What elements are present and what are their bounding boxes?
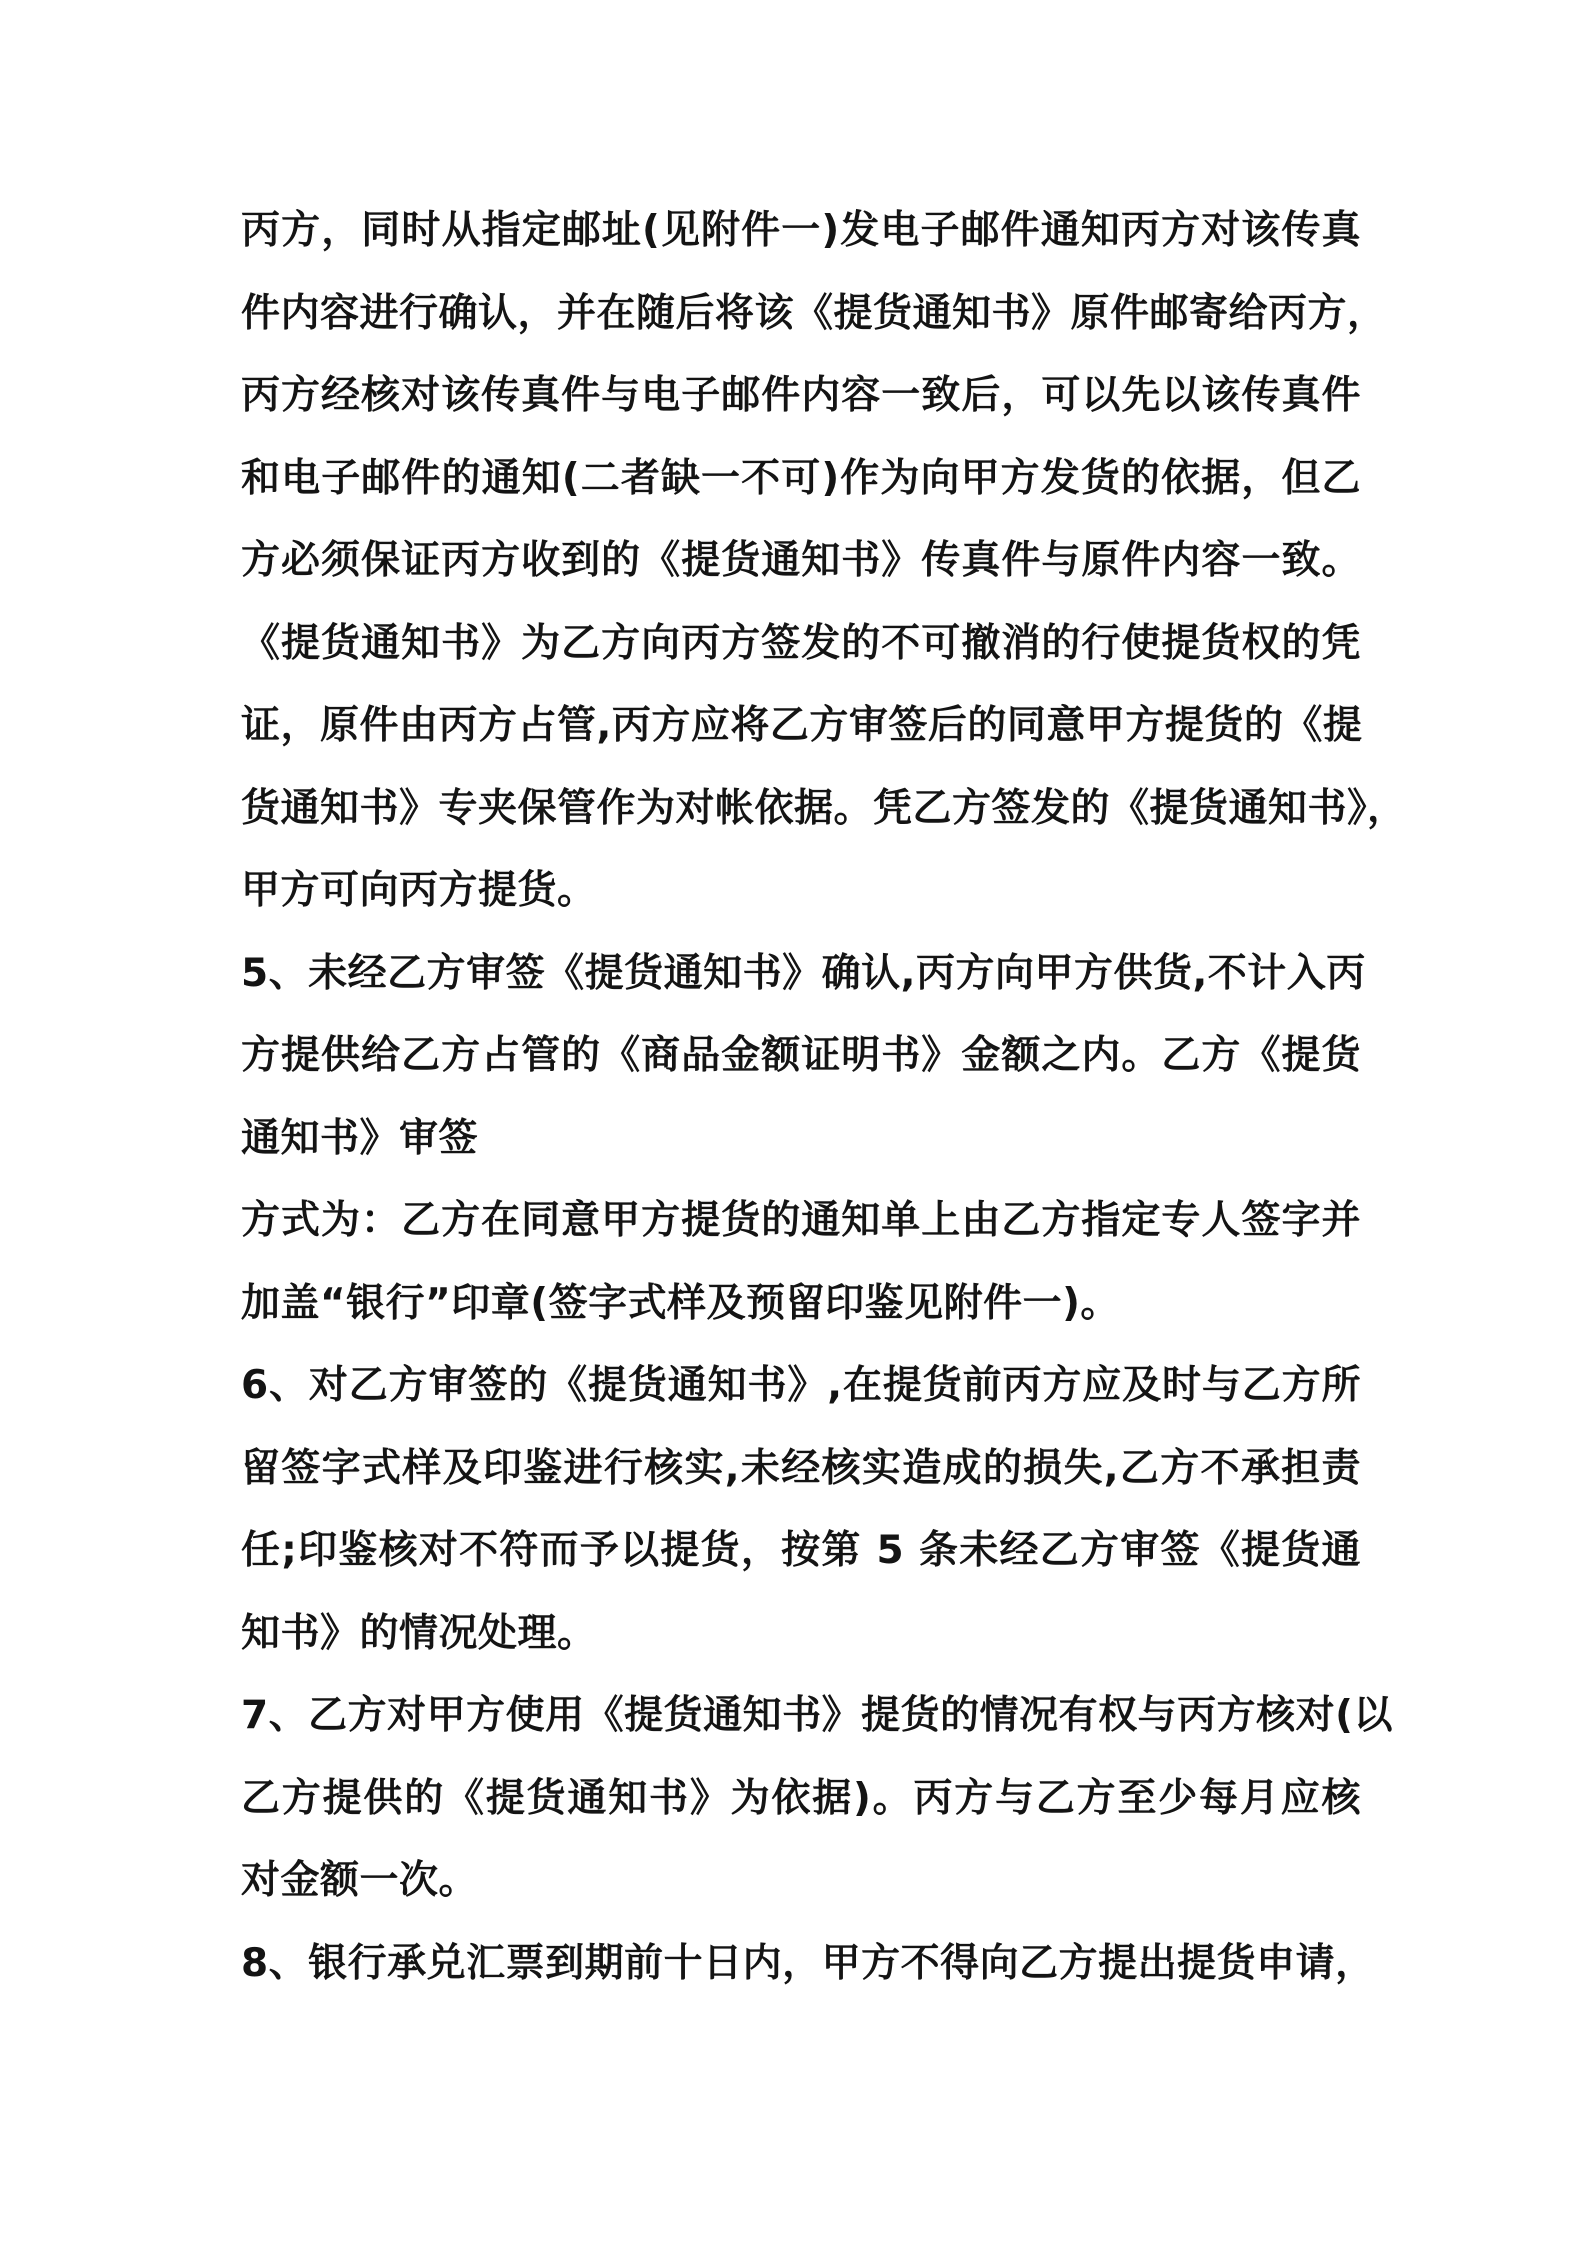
text-line: 和电子邮件的通知(二者缺一不可)作为向甲方发货的依据，但乙 (241, 455, 1361, 501)
clause-5-line: 5、未经乙方审签《提货通知书》确认,丙方向甲方供货,不计入丙 (241, 950, 1366, 996)
text-line: 丙方，同时从指定邮址(见附件一)发电子邮件通知丙方对该传真 (241, 208, 1361, 253)
clause-7-line: 7、乙方对甲方使用《提货通知书》提货的情况有权与丙方核对(以 (241, 1693, 1393, 1738)
text-line: 知书》的情况处理。 (241, 1610, 597, 1656)
text-line: 方提供给乙方占管的《商品金额证明书》金额之内。乙方《提货 (241, 1033, 1361, 1078)
text-line: 通知书》审签 (241, 1115, 479, 1161)
text-line: 对金额一次。 (241, 1858, 479, 1903)
text-line: 证，原件由丙方占管,丙方应将乙方审签后的同意甲方提货的《提 (241, 703, 1363, 748)
text-line: 方式为：乙方在同意甲方提货的通知单上由乙方指定专人签字并 (241, 1198, 1361, 1243)
text-line: 方必须保证丙方收到的《提货通知书》传真件与原件内容一致。 (241, 538, 1361, 583)
text-line: 货通知书》专夹保管作为对帐依据。凭乙方签发的《提货通知书》， (241, 785, 1407, 831)
document-body (241, 190, 1407, 2005)
text-line: 件内容进行确认，并在随后将该《提货通知书》原件邮寄给丙方， (241, 290, 1387, 336)
text-line: 甲方可向丙方提货。 (241, 868, 597, 913)
text-line: 《提货通知书》为乙方向丙方签发的不可撤消的行使提货权的凭 (241, 620, 1361, 666)
clause-6-line: 6、对乙方审签的《提货通知书》,在提货前丙方应及时与乙方所 (241, 1363, 1361, 1408)
text-line: 任;印鉴核对不符而予以提货，按第 5 条未经乙方审签《提货通 (241, 1528, 1361, 1573)
text-line: 乙方提供的《提货通知书》为依据)。丙方与乙方至少每月应核 (241, 1775, 1361, 1821)
clause-8-line: 8、银行承兑汇票到期前十日内，甲方不得向乙方提出提货申请， (241, 1940, 1375, 1986)
text-line: 留签字式样及印鉴进行核实,未经核实造成的损失,乙方不承担责 (241, 1445, 1361, 1491)
text-line: 丙方经核对该传真件与电子邮件内容一致后，可以先以该传真件 (241, 373, 1361, 418)
text-line: 加盖“银行”印章(签字式样及预留印鉴见附件一)。 (241, 1280, 1120, 1326)
